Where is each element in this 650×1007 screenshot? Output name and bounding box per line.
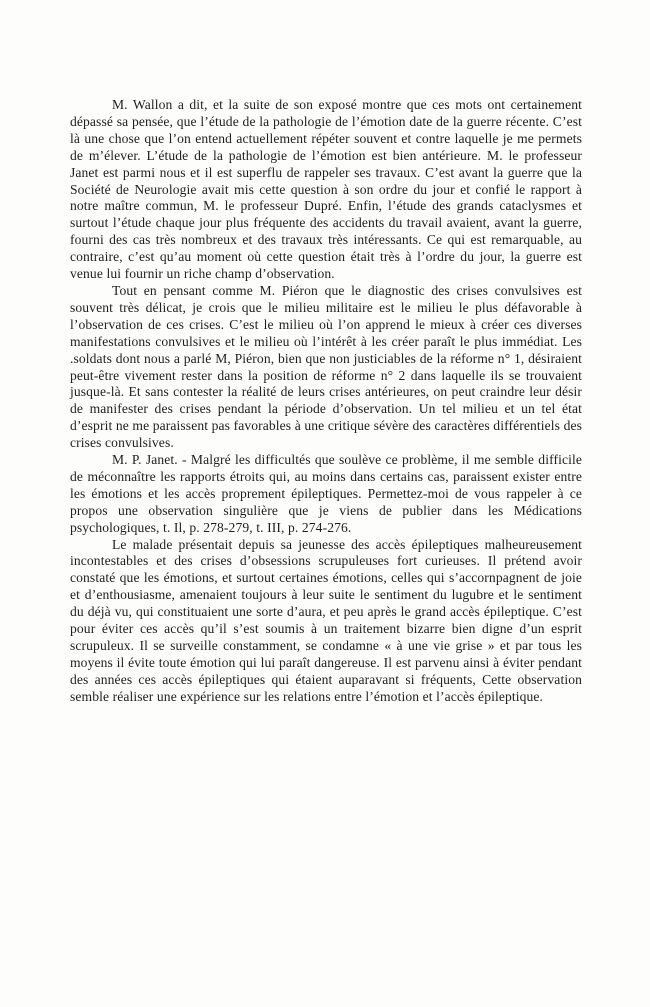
- paragraph: Le malade présentait depuis sa jeunesse des accès épileptiques malheureusement incontestables et des crises d’obsessions scrupuleuses fort curieuses. Il prétend avoir constaté que les émotions, et surtout certaines émotions, celles qui s’accornpagnent de joie et d’enthousiasme, amenaient toujours à leur suite le sentiment du lugubre et le sentiment du déjà vu, qui constituaient une sorte d’aura, et peu après le grand accès épileptique. C’est pour éviter ces accès qu’il s’est soumis à un traitement bizarre bien digne d’un esprit scrupuleux. Il se surveille constamment, se condamne « à une vie grise » et par tous les moyens il évite toute émotion qui lui paraît dangereuse. Il est parvenu ainsi à éviter pendant des années ces accès épileptiques qui étaient auparavant si fréquents, Cette observation semble réaliser une expérience sur les relations entre l’émotion et l’accès épileptique.: [70, 536, 582, 704]
- text-block: [70, 97, 582, 706]
- paragraph: M. P. Janet. - Malgré les difficultés que soulève ce problème, il me semble difficile de méconnaître les rapports étroits qui, au moins dans certains cas, paraissent exister entre les émotions et les accès proprement épileptiques. Permettez-moi de vous rappeler à ce propos une observation singulière que je viens de publier dans les Médications psychologiques, t. Il, p. 278-279, t. III, p. 274-276.: [70, 452, 582, 535]
- paragraph: Tout en pensant comme M. Piéron que le diagnostic des crises convulsives est souvent très délicat, je crois que le milieu militaire est le milieu le plus défavorable à l’observation de ces crises. C’est le milieu où l’on apprend le mieux à créer ces diverses manifestations convulsives et le milieu où l’intérêt à les créer paraît le plus immédiat. Les .soldats dont nous a parlé M, Piéron, bien que non justiciables de la réforme n° 1, désiraient peut-être vivement rester dans la position de réforme n° 2 dans laquelle ils se trouvaient jusque-là. Et sans contester la réalité de leurs crises antérieures, on peut craindre leur désir de manifester des crises pendant la période d’observation. Un tel milieu et un tel état d’esprit ne me paraissent pas favorables à une critique sévère des caractères différentiels des crises convulsives.: [70, 282, 582, 451]
- paragraph: M. Wallon a dit, et la suite de son exposé montre que ces mots ont certainement dépassé sa pensée, que l’étude de la pathologie de l’émotion date de la guerre récente. C’est là une chose que l’on entend actuellement répéter souvent et contre laquelle je me permets de m’élever. L’étude de la pathologie de l’émotion est bien antérieure. M. le professeur Janet est parmi nous et il est superflu de rappeler ses travaux. C’est avant la guerre que la Société de Neurologie avait mis cette question à son ordre du jour et confié le rapport à notre maître commun, M. le professeur Dupré. Enfin, l’étude des grands cataclysmes et surtout l’étude chaque jour plus fréquente des accidents du travail avaient, avant la guerre, fourni des cas très nombreux et des travaux très intéressants. Ce qui est remarquable, au contraire, c’est qu’au moment où cette question était très à l’ordre du jour, la guerre est venue lui fournir un riche champ d’observation.: [70, 97, 582, 282]
